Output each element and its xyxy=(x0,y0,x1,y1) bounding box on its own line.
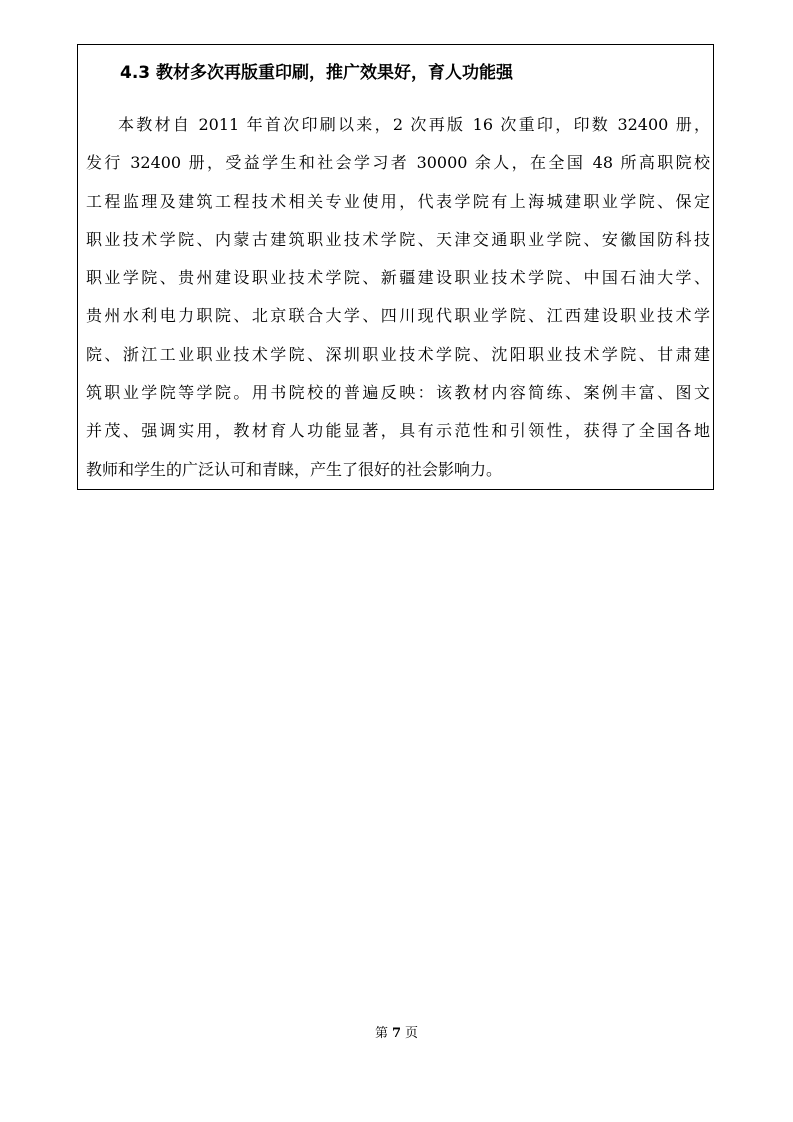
page-footer xyxy=(0,1025,793,1043)
paragraph-line: 并茂、强调实用，教材育人功能显著，具有示范性和引领性，获得了全国各地 xyxy=(86,421,710,441)
paragraph-line: 教师和学生的广泛认可和青睐，产生了很好的社会影响力。 xyxy=(86,459,503,479)
page-number: 7 xyxy=(391,1026,402,1041)
paragraph-line: 工程监理及建筑工程技术相关专业使用，代表学院有上海城建职业学院、保定 xyxy=(86,191,710,211)
content-box xyxy=(77,44,714,490)
paragraph-line: 贵州水利电力职院、北京联合大学、四川现代职业学院、江西建设职业技术学 xyxy=(86,306,710,326)
paragraph-line: 院、浙江工业职业技术学院、深圳职业技术学院、沈阳职业技术学院、甘肃建 xyxy=(86,344,710,364)
page-label-prefix: 第 xyxy=(374,1026,388,1041)
section-heading: 4.3 教材多次再版重印刷，推广效果好，育人功能强 xyxy=(120,63,514,83)
paragraph-line: 职业技术学院、内蒙古建筑职业技术学院、天津交通职业学院、安徽国防科技 xyxy=(86,229,710,249)
paragraph-line: 职业学院、贵州建设职业技术学院、新疆建设职业技术学院、中国石油大学、 xyxy=(86,268,710,288)
paragraph-line: 筑职业学院等学院。用书院校的普遍反映：该教材内容简练、案例丰富、图文 xyxy=(86,383,710,403)
body-paragraph xyxy=(86,106,710,489)
paragraph-line: 本教材自 2011 年首次印刷以来，2 次再版 16 次重印，印数 32400 册， xyxy=(118,115,710,134)
paragraph-line: 发行 32400 册，受益学生和社会学习者 30000 余人，在全国 48 所高职院校 xyxy=(86,153,710,173)
page-label-suffix: 页 xyxy=(405,1026,419,1041)
